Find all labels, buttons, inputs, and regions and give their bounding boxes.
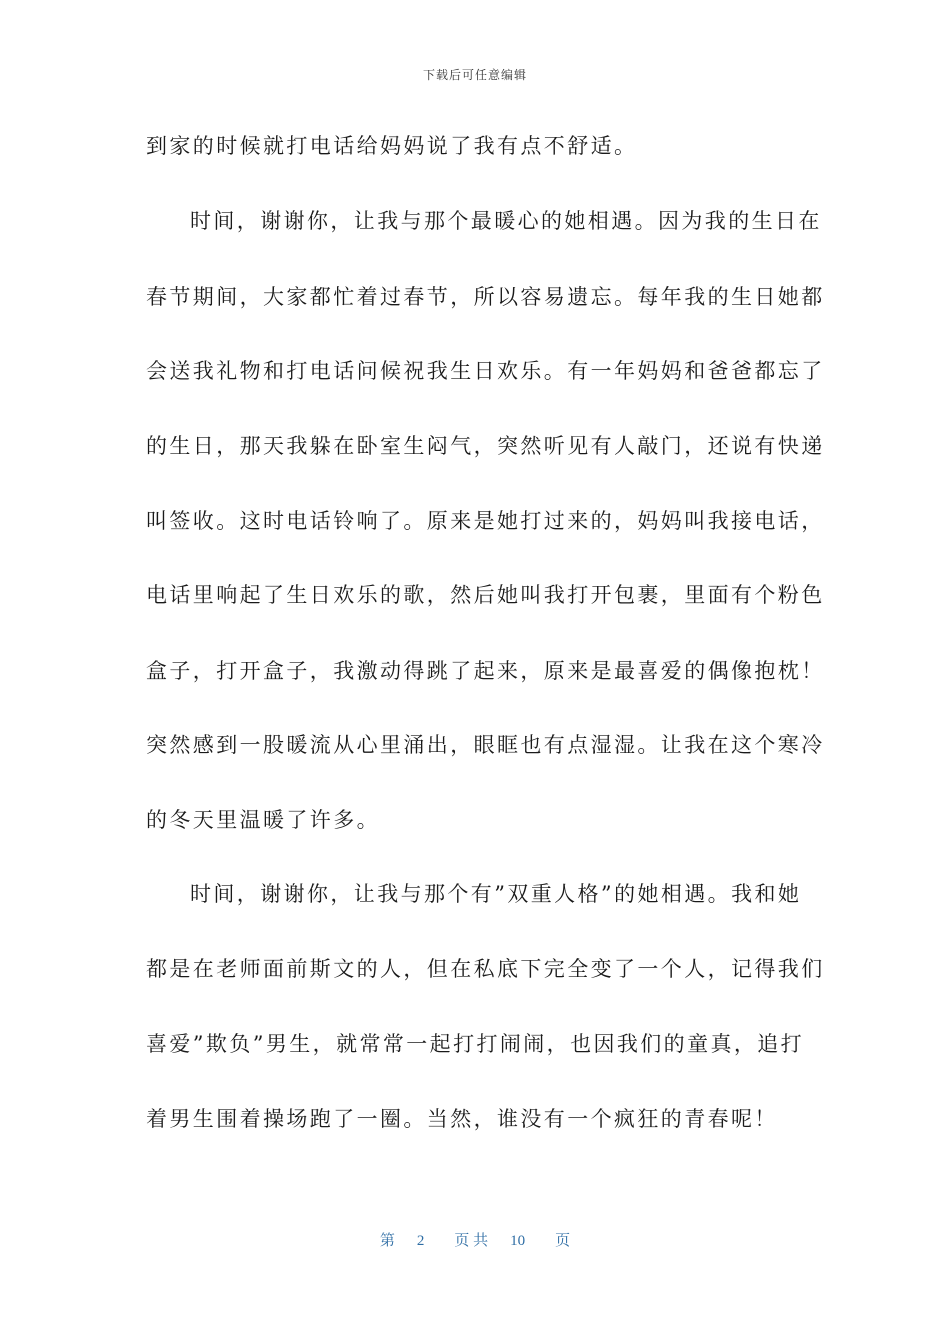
footer-prefix: 第: [379, 1233, 395, 1249]
text-line: 着男生围着操场跑了一圈。当然，谁没有一个疯狂的青春呢！: [146, 1107, 778, 1131]
footer-middle: 页 共: [454, 1233, 489, 1249]
text-line: 都是在老师面前斯文的人，但在私底下完全变了一个人，记得我们: [146, 957, 825, 981]
text-line: 到家的时候就打电话给妈妈说了我有点不舒适。: [146, 134, 638, 158]
text-line: 叫签收。这时电话铃响了。原来是她打过来的，妈妈叫我接电话，: [146, 509, 825, 533]
text-line: 春节期间，大家都忙着过春节，所以容易遗忘。每年我的生日她都: [146, 285, 825, 309]
text-line: 喜爱”欺负”男生，就常常一起打打闹闹，也因我们的童真，追打: [146, 1032, 805, 1056]
text-line: 突然感到一股暖流从心里涌出，眼眶也有点湿湿。让我在这个寒冷: [146, 733, 825, 757]
header-note: 下载后可任意编辑: [422, 68, 527, 82]
text-line: 盒子，打开盒子，我激动得跳了起来，原来是最喜爱的偶像抱枕！: [146, 659, 825, 683]
current-page-number: 2: [416, 1233, 425, 1249]
text-line: 电话里响起了生日欢乐的歌，然后她叫我打开包裹，里面有个粉色: [146, 583, 825, 607]
paragraph-start-line: 时间，谢谢你，让我与那个有”双重人格”的她相遇。我和她: [190, 882, 802, 906]
page-footer: [0, 1229, 950, 1250]
text-line: 的冬天里温暖了许多。: [146, 808, 380, 832]
footer-suffix: 页: [555, 1233, 571, 1249]
text-line: 会送我礼物和打电话问候祝我生日欢乐。有一年妈妈和爸爸都忘了: [146, 359, 825, 383]
text-line: 的生日，那天我躲在卧室生闷气，突然听见有人敲门，还说有快递: [146, 434, 825, 458]
paragraph-start-line: 时间，谢谢你，让我与那个最暖心的她相遇。因为我的生日在: [190, 209, 822, 233]
total-pages-number: 10: [510, 1233, 526, 1249]
